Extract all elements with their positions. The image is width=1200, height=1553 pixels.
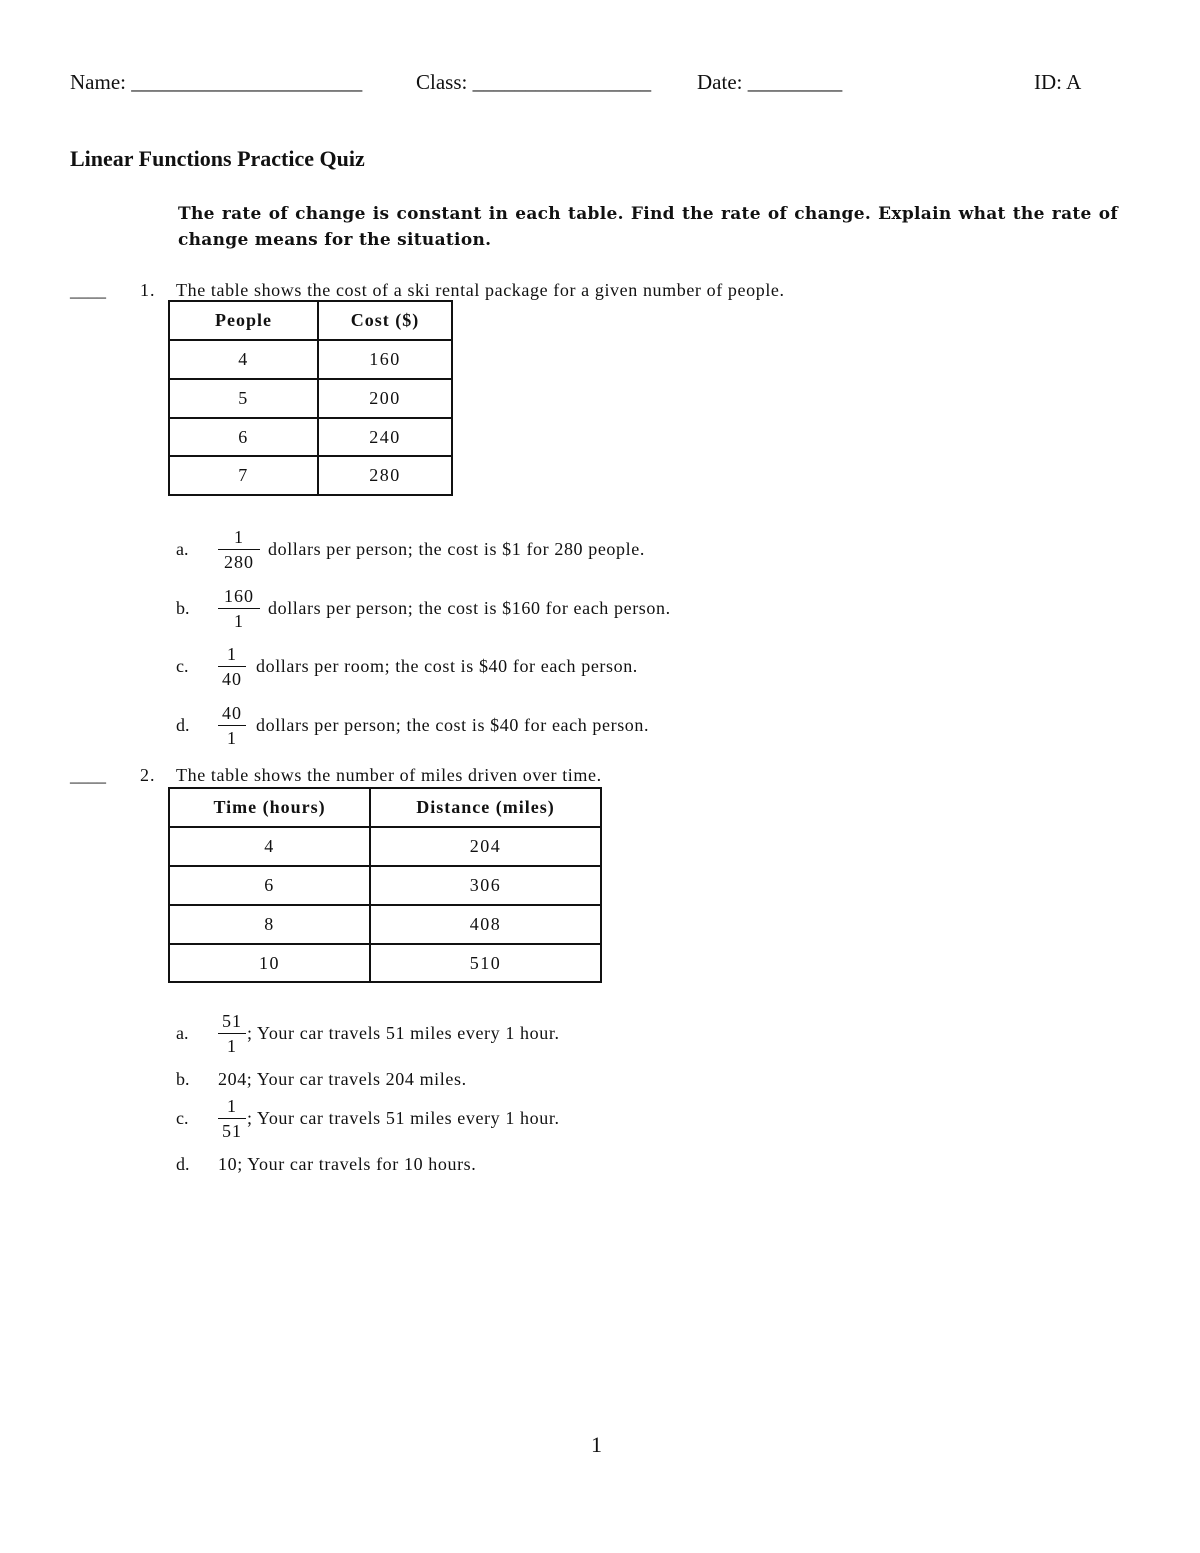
fraction-denominator: 1: [234, 611, 244, 631]
answer-blank: ____: [70, 280, 106, 300]
miles-driven-table: [168, 787, 602, 983]
option-letter: a.: [176, 1023, 189, 1043]
fraction: [218, 644, 246, 689]
table-cell: 7: [169, 456, 318, 495]
table-cell: 6: [169, 418, 318, 456]
question-number: 1.: [140, 280, 156, 300]
option-letter: c.: [176, 1108, 189, 1128]
option-text: dollars per room; the cost is $40 for each person.: [256, 656, 638, 676]
fraction: [218, 527, 260, 572]
table-header: Cost ($): [318, 301, 452, 340]
fraction-numerator: 40: [218, 703, 246, 726]
table-cell: 204: [370, 827, 601, 866]
option-text: 10; Your car travels for 10 hours.: [218, 1154, 477, 1174]
class-field-label: Class: _________________: [416, 70, 652, 94]
option-letter: c.: [176, 656, 189, 676]
table-cell: 160: [318, 340, 452, 379]
option-letter: d.: [176, 1154, 190, 1174]
option-text: ; Your car travels 51 miles every 1 hour.: [247, 1023, 560, 1043]
name-field-label: Name: ______________________: [70, 70, 363, 94]
instructions: The rate of change is constant in each table. Find the rate of change. Explain what the rate of change means for the situation.: [178, 204, 1118, 250]
option-text: dollars per person; the cost is $1 for 280 people.: [268, 539, 645, 559]
fraction-denominator: 1: [227, 728, 237, 748]
option-letter: a.: [176, 539, 189, 559]
table-cell: 200: [318, 379, 452, 418]
fraction-denominator: 40: [222, 669, 242, 689]
fraction-denominator: 1: [227, 1036, 237, 1056]
option-text: 204; Your car travels 204 miles.: [218, 1069, 467, 1089]
table-cell: 280: [318, 456, 452, 495]
option-text: dollars per person; the cost is $40 for each person.: [256, 715, 650, 735]
table-cell: 6: [169, 866, 370, 905]
option-text: ; Your car travels 51 miles every 1 hour.: [247, 1108, 560, 1128]
fraction-denominator: 51: [222, 1121, 242, 1141]
fraction-numerator: 1: [218, 644, 246, 667]
quiz-title: Linear Functions Practice Quiz: [70, 146, 365, 171]
question-number: 2.: [140, 765, 156, 785]
id-label: ID: A: [1034, 70, 1082, 94]
table-cell: 4: [169, 827, 370, 866]
fraction: [218, 1096, 246, 1141]
fraction-numerator: 1: [218, 527, 260, 550]
fraction: [218, 703, 246, 748]
table-cell: 5: [169, 379, 318, 418]
fraction-denominator: 280: [224, 552, 254, 572]
fraction: [218, 1011, 246, 1056]
fraction-numerator: 51: [218, 1011, 246, 1034]
table-cell: 240: [318, 418, 452, 456]
table-cell: 510: [370, 944, 601, 982]
fraction-numerator: 160: [218, 586, 260, 609]
question-text: The table shows the cost of a ski rental package for a given number of people.: [176, 280, 785, 300]
table-cell: 10: [169, 944, 370, 982]
option-letter: d.: [176, 715, 190, 735]
option-letter: b.: [176, 598, 190, 618]
table-header: People: [169, 301, 318, 340]
ski-rental-table: [168, 300, 453, 496]
table-cell: 408: [370, 905, 601, 944]
table-cell: 8: [169, 905, 370, 944]
table-header: Distance (miles): [370, 788, 601, 827]
fraction: [218, 586, 260, 631]
option-text: dollars per person; the cost is $160 for each person.: [268, 598, 671, 618]
page-number: 1: [591, 1432, 602, 1457]
table-header: Time (hours): [169, 788, 370, 827]
option-letter: b.: [176, 1069, 190, 1089]
question-text: The table shows the number of miles driven over time.: [176, 765, 602, 785]
table-cell: 4: [169, 340, 318, 379]
answer-blank: ____: [70, 765, 106, 785]
table-cell: 306: [370, 866, 601, 905]
fraction-numerator: 1: [218, 1096, 246, 1119]
date-field-label: Date: _________: [697, 70, 843, 94]
